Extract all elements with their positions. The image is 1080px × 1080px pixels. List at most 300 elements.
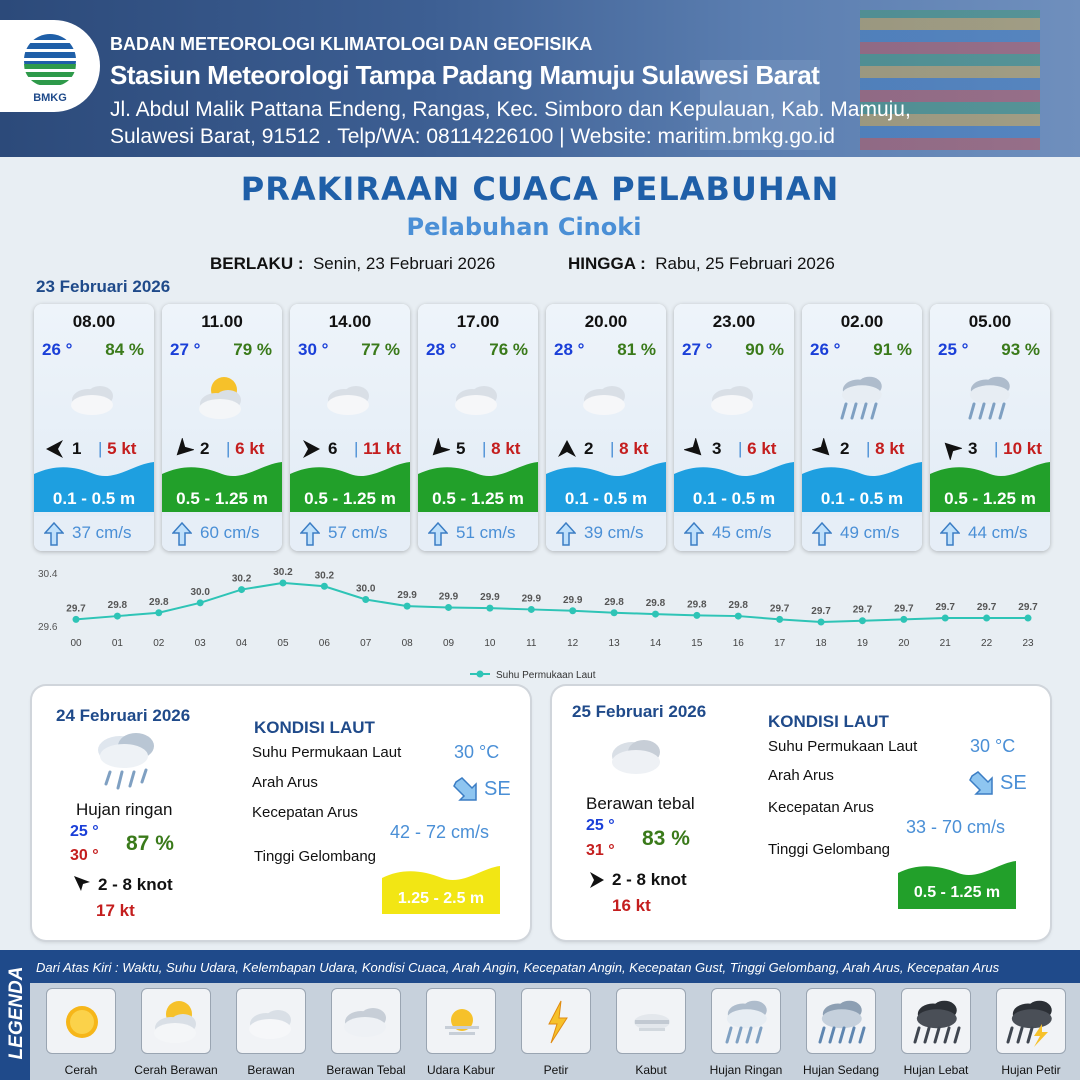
sst-point (279, 579, 286, 586)
partly-cloudy-icon (190, 370, 254, 426)
day2-kondisi-title: KONDISI LAUT (254, 718, 375, 737)
sst-point (1025, 615, 1032, 622)
current-arrow-icon (812, 522, 832, 546)
sst-value-label: 29.7 (852, 604, 873, 616)
x-tick-label: 23 (1022, 638, 1034, 649)
wind-arrow (172, 438, 194, 460)
legend-item (426, 988, 496, 1054)
y-tick-label: 29.6 (38, 622, 58, 633)
day3-date: 25 Februari 2026 (572, 702, 707, 721)
day3-sst: 30 °C (970, 736, 1016, 756)
hour-wind (40, 436, 154, 462)
wave-height: 0.5 - 1.25 m (944, 489, 1036, 508)
x-tick-label: 00 (70, 638, 82, 649)
hour-time: 08.00 (72, 312, 116, 331)
sst-value-label: 30.0 (356, 583, 376, 595)
sst-value-label: 29.8 (645, 598, 666, 610)
hour-time: 20.00 (584, 312, 628, 331)
sst-point (818, 619, 825, 626)
sst-value-label: 29.7 (894, 603, 914, 615)
x-tick-label: 07 (360, 638, 372, 649)
day3-gust: 16 kt (612, 896, 651, 915)
hour-temp: 26 ° (42, 340, 73, 359)
x-tick-label: 06 (318, 638, 330, 649)
gust-value: 6 kt (235, 439, 265, 458)
x-tick-label: 17 (774, 638, 786, 649)
wind-arrow (940, 438, 962, 460)
sst-chart (30, 562, 1060, 687)
heavy-rain-icon (910, 995, 964, 1049)
legend-item (46, 988, 116, 1054)
day2-tmin: 25 ° (70, 823, 99, 840)
current-speed: 49 cm/s (840, 523, 900, 542)
current-speed: 45 cm/s (712, 523, 772, 542)
sst-value-label: 29.7 (1018, 602, 1038, 614)
legend-item (141, 988, 211, 1054)
x-tick-label: 21 (939, 638, 951, 649)
wind-arrow (556, 438, 578, 460)
thunderstorm-icon (1005, 995, 1059, 1049)
sst-value-label: 29.9 (438, 591, 459, 603)
current-speed: 57 cm/s (328, 523, 388, 542)
gust-speed (482, 439, 520, 459)
day1-date: 23 Februari 2026 (36, 277, 171, 296)
wave-height: 0.1 - 0.5 m (820, 489, 904, 508)
wind-arrow (812, 438, 834, 460)
day3-dir: SE (1000, 772, 1027, 794)
hour-humidity: 91 % (873, 340, 912, 359)
sst-point (155, 609, 162, 616)
sst-point (735, 613, 742, 620)
wind-direction-icon (812, 438, 834, 460)
gust-separator: | (354, 439, 364, 458)
gust-value: 8 kt (491, 439, 521, 458)
gust-value: 5 kt (107, 439, 137, 458)
station-address (110, 96, 1070, 150)
current-arrow-icon (428, 522, 448, 546)
legend-item-label: Hujan Ringan (709, 1063, 783, 1077)
hour-wind (680, 436, 794, 462)
legend-item-label: Kabut (635, 1063, 667, 1077)
day2-dir-label: Arah Arus (252, 774, 318, 791)
hour-card (674, 304, 794, 551)
hour-humidity: 84 % (105, 340, 144, 359)
gust-speed (866, 439, 904, 459)
sst-value-label: 29.7 (66, 603, 86, 615)
haze-icon (435, 995, 489, 1049)
cloudy-icon (702, 370, 766, 426)
sst-point (197, 599, 204, 606)
sst-value-label: 30.0 (190, 586, 210, 598)
wind-speed: 2 (584, 439, 594, 458)
sst-value-label: 29.9 (521, 593, 542, 605)
current-speed: 60 cm/s (200, 523, 260, 542)
hour-wind (296, 436, 410, 462)
current-arrow-icon (300, 522, 320, 546)
hour-humidity: 76 % (489, 340, 528, 359)
page-title: PRAKIRAAN CUACA PELABUHAN (240, 170, 840, 208)
gust-separator: | (994, 439, 1004, 458)
light-rain-icon (720, 995, 774, 1049)
wind-direction-icon (586, 870, 606, 890)
x-tick-label: 05 (277, 638, 289, 649)
x-tick-label: 12 (567, 638, 579, 649)
legend-item (711, 988, 781, 1054)
wave-height: 0.1 - 0.5 m (564, 489, 648, 508)
x-tick-label: 19 (856, 638, 868, 649)
y-tick-label: 30.4 (38, 569, 58, 580)
x-tick-label: 15 (691, 638, 703, 649)
sunny-icon (55, 995, 109, 1049)
x-tick-label: 14 (649, 638, 662, 649)
legend-item-label: Cerah (64, 1063, 98, 1077)
sst-value-label: 29.9 (397, 590, 417, 602)
hour-time: 17.00 (456, 312, 500, 331)
valid-to-label: HINGGA : (568, 254, 646, 273)
legend-item (996, 988, 1066, 1054)
hour-temp: 25 ° (938, 340, 969, 359)
gust-separator: | (738, 439, 748, 458)
day3-wind: 2 - 8 knot (612, 870, 687, 889)
wind-direction-icon (72, 874, 92, 894)
hour-temp: 27 ° (682, 340, 713, 359)
day2-panel (32, 686, 530, 940)
gust-speed (994, 439, 1042, 459)
valid-from-value: Senin, 23 Februari 2026 (312, 254, 496, 273)
wind-direction-icon (428, 438, 450, 460)
day2-tmax: 30 ° (70, 847, 99, 864)
wind-speed: 6 (328, 439, 338, 458)
cloudy-icon (318, 370, 382, 426)
hour-card (162, 304, 282, 551)
current-speed: 37 cm/s (72, 523, 132, 542)
hour-humidity: 93 % (1001, 340, 1040, 359)
header-banner (0, 0, 1080, 157)
hour-humidity: 77 % (361, 340, 400, 359)
wind-arrow (684, 438, 706, 460)
sst-point (362, 596, 369, 603)
wave-height: 0.5 - 1.25 m (432, 489, 524, 508)
globe-icon (24, 34, 76, 86)
legend-description: Dari Atas Kiri : Waktu, Suhu Udara, Kelembapan Udara, Kondisi Cuaca, Arah Angin, Kecepatan Angin, Kecepatan Gust, Tinggi Gelombang, Arah Arus, Kecepatan Arus (36, 960, 1000, 975)
wind-arrow (428, 438, 450, 460)
hour-weather (702, 370, 766, 426)
day3-condition: Berawan tebal (586, 794, 695, 813)
hour-temp: 27 ° (170, 340, 201, 359)
legend-item (521, 988, 591, 1054)
sst-point (238, 586, 245, 593)
sst-value-label: 29.7 (769, 603, 790, 615)
sst-point (776, 616, 783, 623)
hour-weather (318, 370, 382, 426)
sst-point (652, 611, 659, 618)
wind-speed: 2 (840, 439, 850, 458)
x-tick-label: 09 (442, 638, 455, 649)
day2-speed-label: Kecepatan Arus (252, 804, 358, 821)
wind-direction-icon (172, 438, 194, 460)
sst-point (528, 606, 535, 613)
sst-value-label: 29.9 (480, 592, 500, 604)
current-row (34, 516, 154, 551)
day3-panel (552, 686, 1050, 940)
sst-value-label: 29.8 (149, 596, 169, 608)
wave-height: 0.1 - 0.5 m (692, 489, 776, 508)
day2-speed: 42 - 72 cm/s (390, 822, 490, 842)
valid-from-label: BERLAKU : (210, 254, 304, 273)
legend-item-label: Hujan Lebat (903, 1063, 969, 1077)
day2-condition: Hujan ringan (76, 800, 173, 819)
gust-value: 8 kt (619, 439, 649, 458)
x-tick-label: 04 (236, 638, 248, 649)
sst-point (445, 604, 452, 611)
sst-value-label: 30.2 (273, 566, 293, 578)
current-row (418, 516, 538, 551)
hour-wind (424, 436, 538, 462)
hour-time: 11.00 (201, 312, 243, 331)
gust-speed (98, 439, 136, 459)
sst-point (900, 616, 907, 623)
sst-value-label: 29.8 (107, 600, 128, 612)
wind-speed: 3 (712, 439, 722, 458)
sst-point (486, 605, 493, 612)
hour-temp: 28 ° (554, 340, 585, 359)
gust-separator: | (610, 439, 620, 458)
current-row (930, 516, 1050, 551)
hour-weather (446, 370, 510, 426)
hour-temp: 26 ° (810, 340, 841, 359)
address-line-1: Jl. Abdul Malik Pattana Endeng, Rangas, Kec. Simboro dan Kepulauan, Kab. Mamuju, (110, 98, 911, 121)
fog-icon (625, 995, 679, 1049)
hour-time: 23.00 (712, 312, 756, 331)
sst-point (321, 583, 328, 590)
day2-wave-label: Tinggi Gelombang (254, 848, 377, 865)
cloudy-icon (574, 370, 638, 426)
x-tick-label: 11 (526, 638, 537, 649)
x-tick-label: 10 (484, 638, 496, 649)
legend-item-label: Petir (543, 1063, 569, 1077)
legend-item-label: Udara Kabur (426, 1063, 496, 1077)
valid-from (210, 254, 495, 274)
current-row (546, 516, 666, 551)
wave-height: 0.5 - 1.25 m (176, 489, 268, 508)
legend-item (806, 988, 876, 1054)
light-rain-icon (958, 370, 1022, 426)
hour-card (290, 304, 410, 551)
overcast-icon (340, 995, 394, 1049)
light-rain-icon (90, 728, 162, 798)
wave-height: 0.1 - 0.5 m (52, 489, 136, 508)
x-tick-label: 22 (981, 638, 993, 649)
gust-speed (738, 439, 776, 459)
day2-wave: 1.25 - 2.5 m (397, 890, 485, 907)
x-tick-label: 20 (898, 638, 910, 649)
current-row (802, 516, 922, 551)
day3-speed-label: Kecepatan Arus (768, 799, 874, 816)
sst-value-label: 29.8 (728, 600, 748, 612)
lightning-icon (530, 995, 584, 1049)
current-arrow-icon (172, 522, 192, 546)
agency-name: BADAN METEOROLOGI KLIMATOLOGI DAN GEOFISIKA (110, 34, 593, 54)
hour-card (802, 304, 922, 551)
hour-time: 14.00 (328, 312, 372, 331)
sst-value-label: 29.8 (604, 596, 624, 608)
day3-sst-label: Suhu Permukaan Laut (768, 738, 918, 755)
day3-kondisi-title: KONDISI LAUT (768, 712, 889, 731)
x-tick-label: 16 (732, 638, 744, 649)
legend-title: LEGENDA (6, 966, 27, 1060)
legend-item-label: Berawan Tebal (326, 1063, 406, 1077)
day2-date: 24 Februari 2026 (56, 706, 191, 725)
hour-time: 05.00 (968, 312, 1012, 331)
x-tick-label: 13 (608, 638, 620, 649)
gust-separator: | (482, 439, 492, 458)
gust-speed (610, 439, 648, 459)
legend-item (616, 988, 686, 1054)
valid-to-value: Rabu, 25 Februari 2026 (655, 254, 835, 273)
gust-separator: | (226, 439, 236, 458)
wind-direction-icon (684, 438, 706, 460)
sst-value-label: 29.9 (562, 594, 583, 606)
legend-item (331, 988, 401, 1054)
current-arrow-icon (556, 522, 576, 546)
day3-humidity: 83 % (642, 827, 690, 850)
hour-weather (574, 370, 638, 426)
day2-sst: 30 °C (454, 742, 500, 762)
cloudy-icon (245, 995, 299, 1049)
wind-arrow (44, 438, 66, 460)
gust-value: 8 kt (875, 439, 905, 458)
legend-item-label: Cerah Berawan (134, 1063, 218, 1077)
hour-weather (830, 370, 894, 426)
overcast-icon (606, 732, 668, 782)
current-speed: 51 cm/s (456, 523, 516, 542)
wind-direction-icon (44, 438, 66, 460)
current-row (674, 516, 794, 551)
sst-point (114, 613, 121, 620)
moderate-rain-icon (815, 995, 869, 1049)
sst-value-label: 30.2 (314, 570, 335, 582)
gust-value: 10 kt (1003, 439, 1042, 458)
legend (0, 950, 1080, 1080)
light-rain-icon (830, 370, 894, 426)
day2-wind: 2 - 8 knot (98, 875, 173, 894)
hour-humidity: 81 % (617, 340, 656, 359)
hour-weather (62, 370, 126, 426)
wind-direction-icon (300, 438, 322, 460)
hour-humidity: 79 % (233, 340, 272, 359)
sst-point (942, 615, 949, 622)
current-direction-icon (968, 770, 996, 798)
day2-sst-label: Suhu Permukaan Laut (252, 744, 402, 761)
wind-speed: 2 (200, 439, 210, 458)
day2-dir: SE (484, 778, 511, 800)
sst-point (404, 603, 411, 610)
sst-point (611, 609, 618, 616)
wave-height: 0.5 - 1.25 m (304, 489, 396, 508)
logo-text: BMKG (33, 92, 67, 104)
hour-card (546, 304, 666, 551)
hour-wind (552, 436, 666, 462)
cloudy-icon (62, 370, 126, 426)
sst-value-label: 29.7 (935, 602, 955, 614)
x-tick-label: 01 (111, 638, 123, 649)
address-line-2: Sulawesi Barat, 91512 . Telp/WA: 08114226100 | Website: maritim.bmkg.go.id (110, 125, 835, 148)
day2-gust: 17 kt (96, 901, 135, 920)
station-name: Stasiun Meteorologi Tampa Padang Mamuju Sulawesi Barat (110, 60, 820, 90)
hour-wind (808, 436, 922, 462)
current-direction-icon (452, 776, 480, 804)
day3-tmax: 31 ° (586, 842, 615, 859)
hour-card (930, 304, 1050, 551)
hour-time: 02.00 (840, 312, 884, 331)
sst-point (73, 616, 80, 623)
sst-value-label: 29.7 (811, 606, 831, 618)
current-row (290, 516, 410, 551)
day3-speed: 33 - 70 cm/s (906, 817, 1006, 837)
sst-line (76, 583, 1028, 622)
wind-speed: 1 (72, 439, 82, 458)
day2-humidity: 87 % (126, 832, 174, 855)
day3-dir-label: Arah Arus (768, 767, 834, 784)
wind-speed: 3 (968, 439, 978, 458)
current-speed: 44 cm/s (968, 523, 1028, 542)
x-tick-label: 02 (153, 638, 165, 649)
valid-to (568, 254, 835, 274)
legend-item (901, 988, 971, 1054)
sst-point (859, 617, 866, 624)
hour-temp: 28 ° (426, 340, 457, 359)
sst-point (693, 612, 700, 619)
sst-point (983, 615, 990, 622)
hour-humidity: 90 % (745, 340, 784, 359)
day3-tmin: 25 ° (586, 817, 615, 834)
hour-weather (958, 370, 1022, 426)
hour-card (34, 304, 154, 551)
hour-card (418, 304, 538, 551)
partly-cloudy-icon (150, 995, 204, 1049)
wind-direction-icon (556, 438, 578, 460)
current-arrow-icon (684, 522, 704, 546)
legend-item-label: Hujan Petir (1001, 1063, 1061, 1077)
x-tick-label: 03 (194, 638, 206, 649)
bmkg-logo (0, 20, 100, 112)
legend-item-label: Berawan (247, 1063, 295, 1077)
legend-item-label: Hujan Sedang (802, 1063, 880, 1077)
wind-arrow (300, 438, 322, 460)
x-tick-label: 08 (401, 638, 413, 649)
legend-side (0, 950, 30, 1080)
hour-wind (936, 436, 1050, 462)
cloudy-icon (446, 370, 510, 426)
sst-value-label: 30.2 (231, 573, 252, 585)
gust-speed (354, 439, 401, 459)
x-tick-label: 18 (815, 638, 827, 649)
hour-weather (190, 370, 254, 426)
wind-direction-icon (940, 438, 962, 460)
current-row (162, 516, 282, 551)
day3-wave-label: Tinggi Gelombang (768, 841, 891, 858)
gust-speed (226, 439, 264, 459)
hour-wind (168, 436, 282, 462)
gust-separator: | (98, 439, 108, 458)
gust-value: 11 kt (363, 439, 401, 458)
legend-label: Suhu Permukaan Laut (496, 670, 596, 681)
gust-value: 6 kt (747, 439, 777, 458)
current-speed: 39 cm/s (584, 523, 644, 542)
sst-point (569, 607, 576, 614)
legend-marker (477, 671, 484, 678)
wind-speed: 5 (456, 439, 466, 458)
